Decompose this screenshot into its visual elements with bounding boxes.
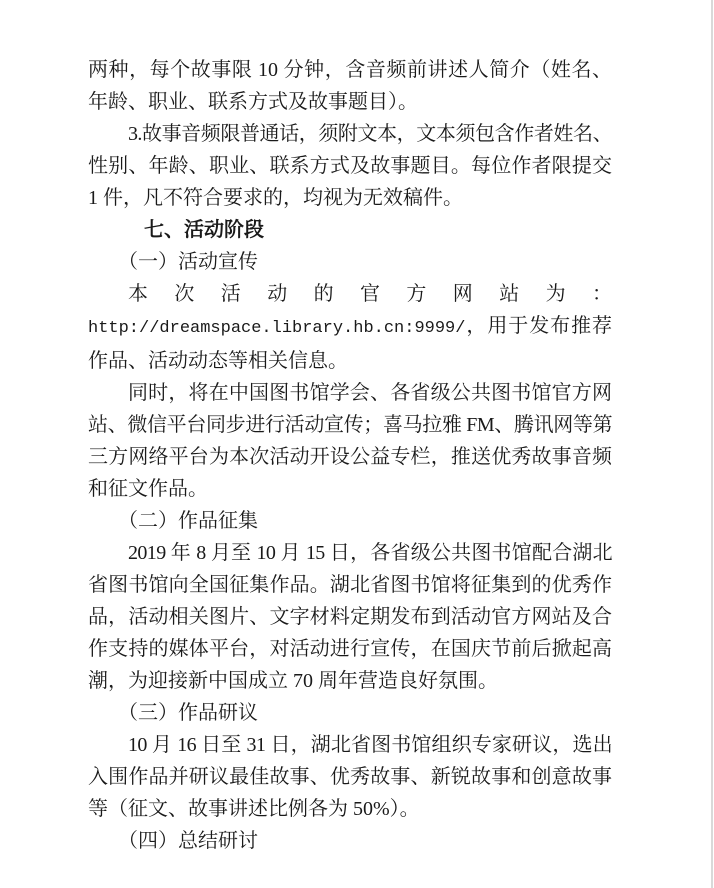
text-line: 站、微信平台同步进行活动宣传；喜马拉雅 FM、腾讯网等第 <box>88 414 612 436</box>
text-line: 2019 年 8 月至 10 月 15 日，各省级公共图书馆配合湖北 <box>128 542 612 564</box>
text-line: 潮，为迎接新中国成立 70 周年营造良好氛围。 <box>88 670 498 692</box>
text-line: 1 件，凡不符合要求的，均视为无效稿件。 <box>88 187 463 209</box>
text-line: 性别、年龄、职业、联系方式及故事题目。每位作者限提交 <box>88 155 612 177</box>
document-body <box>88 54 612 857</box>
text-line: 入围作品并研议最佳故事、优秀故事、新锐故事和创意故事 <box>88 766 612 788</box>
text-span: ，用于发布推荐 <box>465 315 612 337</box>
url-text: http://dreamspace.library.hb.cn:9999/ <box>88 319 466 338</box>
text-line: 和征文作品。 <box>88 478 208 500</box>
subsection-heading: （四）总结研讨 <box>118 830 258 852</box>
text-line: 同时，将在中国图书馆学会、各省级公共图书馆官方网 <box>128 382 612 404</box>
text-line: 年龄、职业、联系方式及故事题目）。 <box>88 91 418 113</box>
text-line: 作支持的媒体平台，对活动进行宣传，在国庆节前后掀起高 <box>88 638 612 660</box>
text-line: 本次活动的官方网站为： <box>128 283 612 305</box>
text-line: 两种，每个故事限 10 分钟，含音频前讲述人简介（姓名、 <box>88 59 612 81</box>
text-line: 作品、活动动态等相关信息。 <box>88 350 348 372</box>
section-heading: 七、活动阶段 <box>144 219 264 241</box>
text-line <box>88 310 612 345</box>
text-line: 10 月 16 日至 31 日，湖北省图书馆组织专家研议，选出 <box>128 734 612 756</box>
text-line: 等（征文、故事讲述比例各为 50%）。 <box>88 798 420 820</box>
subsection-heading: （二）作品征集 <box>118 510 258 532</box>
text-line: 三方网络平台为本次活动开设公益专栏，推送优秀故事音频 <box>88 446 612 468</box>
text-line: 3.故事音频限普通话，须附文本，文本须包含作者姓名、 <box>128 123 612 145</box>
text-line: 省图书馆向全国征集作品。湖北省图书馆将征集到的优秀作 <box>88 574 612 596</box>
text-line: 品，活动相关图片、文字材料定期发布到活动官方网站及合 <box>88 606 612 628</box>
subsection-heading: （三）作品研议 <box>118 702 258 724</box>
subsection-heading: （一）活动宣传 <box>118 251 258 273</box>
page-right-edge <box>711 0 713 888</box>
